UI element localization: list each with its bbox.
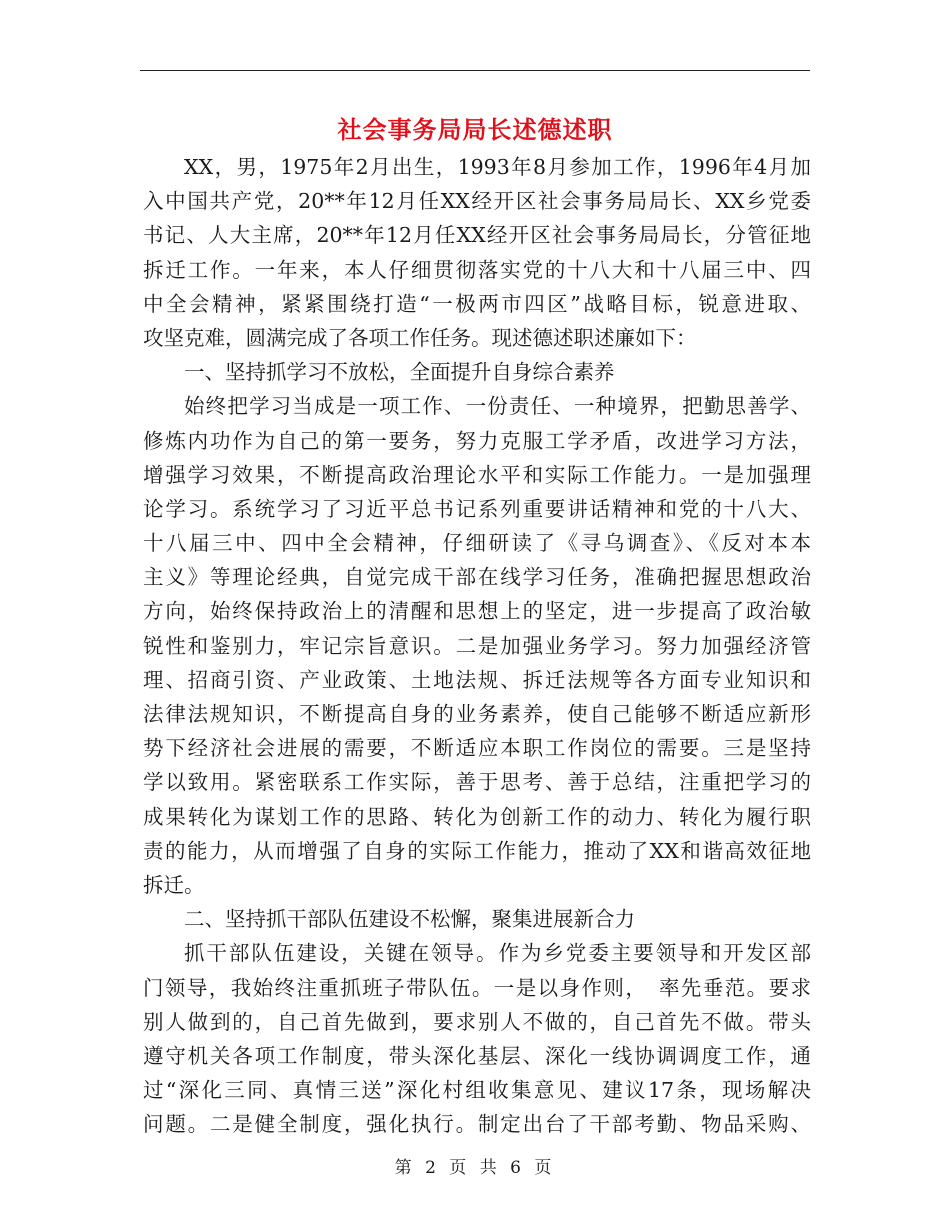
body-line: 拆迁。 [143,872,205,897]
section-heading: 一、坚持抓学习不放松，全面提升自身综合素养 [184,360,615,385]
body-line: 修炼内功作为自己的第一要务，努力克服工学矛盾，改进学习方法， [143,428,811,453]
body-line: 方向，始终保持政治上的清醒和思想上的坚定，进一步提高了政治敏 [143,599,811,624]
body-line: 学以致用。紧密联系工作实际，善于思考、善于总结，注重把学习的 [143,770,811,795]
body-line: 成果转化为谋划工作的思路、转化为创新工作的动力、转化为履行职 [143,804,811,829]
body-line: 遵守机关各项工作制度，带头深化基层、深化一线协调调度工作，通 [143,1043,811,1068]
body-line: 论学习。系统学习了习近平总书记系列重要讲话精神和党的十八大、 [143,496,811,521]
page-footer: 第 2 页 共 6 页 [394,1158,556,1178]
body-line: XX，男，1975年2月出生，1993年8月参加工作，1996年4月加 [184,155,811,179]
body-line: 始终把学习当成是一项工作、一份责任、一种境界，把勤思善学、 [184,394,811,419]
body-line: 过“深化三同、真情三送”深化村组收集意见、建议17条，现场解决 [143,1078,811,1103]
body-line: 责的能力，从而增强了自身的实际工作能力，推动了XX和谐高效征地 [143,838,811,863]
body-line: 中全会精神，紧紧围绕打造“一极两市四区”战略目标，锐意进取、 [143,291,811,316]
body-line: 问题。二是健全制度，强化执行。制定出台了干部考勤、物品采购、 [143,1112,811,1137]
header-rule [140,70,810,71]
body-line: 攻坚克难，圆满完成了各项工作任务。现述德述职述廉如下： [143,325,697,350]
body-line: 拆迁工作。一年来，本人仔细贯彻落实党的十八大和十八届三中、四 [143,257,811,282]
body-line: 理、招商引资、产业政策、土地法规、拆迁法规等各方面专业知识和 [143,667,811,692]
body-line: 主义》等理论经典，自觉完成干部在线学习任务，准确把握思想政治 [143,565,811,590]
body-line: 锐性和鉴别力，牢记宗旨意识。二是加强业务学习。努力加强经济管 [143,633,811,658]
section-heading: 二、坚持抓干部队伍建设不松懈，聚集进展新合力 [184,907,635,932]
body-line: 势下经济社会进展的需要，不断适应本职工作岗位的需要。三是坚持 [143,736,811,761]
body-line: 抓干部队伍建设，关键在领导。作为乡党委主要领导和开发区部 [184,941,811,966]
body-line: 增强学习效果，不断提高政治理论水平和实际工作能力。一是加强理 [143,462,811,487]
body-line: 法律法规知识，不断提高自身的业务素养，使自己能够不断适应新形 [143,702,811,726]
body-line: 别人做到的，自己首先做到，要求别人不做的，自己首先不做。带头 [143,1009,811,1034]
body-line: 十八届三中、四中全会精神，仔细研读了《寻乌调查》、《反对本本 [143,531,811,556]
document-body [143,150,811,1141]
body-line: 入中国共产党，20**年12月任XX经开区社会事务局局长、XX乡党委 [143,189,811,214]
body-line: 书记、人大主席，20**年12月任XX经开区社会事务局局长，分管征地 [143,223,811,248]
body-line: 门领导，我始终注重抓班子带队伍。一是以身作则， 率先垂范。要求 [143,975,811,1000]
document-title: 社会事务局局长述德述职 [337,116,613,144]
